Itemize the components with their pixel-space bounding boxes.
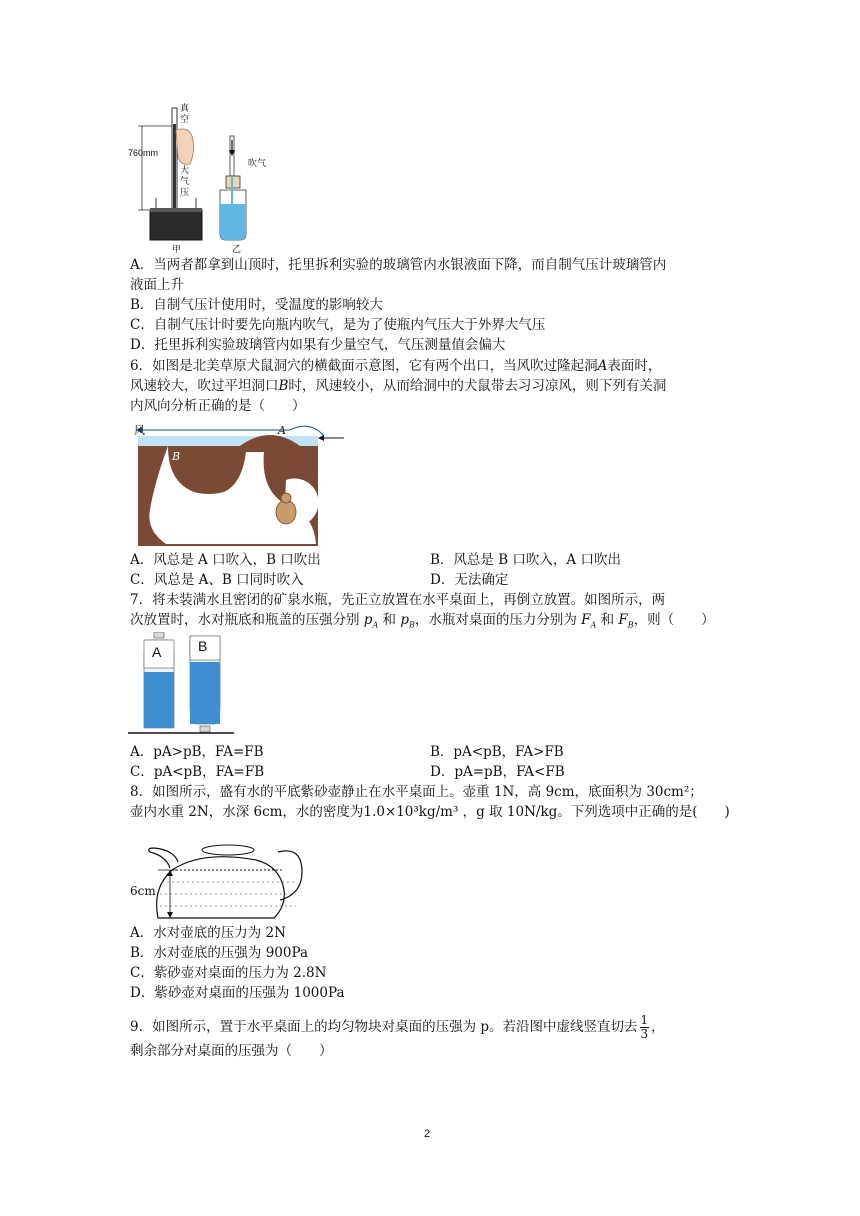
label-b: B (172, 450, 181, 463)
q5-option-c: C．自制气压计时要先向瓶内吹气，是为了使瓶内气压大于外界大气压 (130, 317, 546, 333)
q7-option-a: A．pA>pB，FA=FB (130, 744, 264, 760)
q7-stem-line1: 7．将未装满水且密闭的矿泉水瓶，先正立放置在水平桌面上，再倒立放置。如图所示，两 (130, 592, 666, 608)
page-number: 2 (424, 1128, 431, 1140)
q9-stem-line1: 9．如图所示，置于水平桌面上的均匀物块对桌面的压强为 p。若沿图中虚线竖直切去 $\frac{1}{3}$ ， (130, 1013, 665, 1041)
q6-option-b: B．风总是 B 口吹入，A 口吹出 (430, 552, 621, 568)
label-a: A (278, 424, 286, 437)
q8-stem-line1: 8．如图所示，盛有水的平底紫砂壶静止在水平桌面上。壶重 1N，高 9cm，底面积为 30cm²； (130, 784, 703, 800)
q6-stem-line3: 内风向分析正确的是（ ） (130, 398, 306, 414)
q5-option-a-line1: A．当两者都拿到山顶时，托里拆利实验的玻璃管内水银液面下降，而自制气压计玻璃管内 (130, 257, 667, 273)
label-jia: 甲 (172, 245, 182, 255)
q6-option-d: D．无法确定 (430, 572, 509, 588)
q7-option-d: D．pA=pB，FA<FB (430, 764, 565, 780)
label-760mm: 760mm (128, 148, 159, 158)
q8-option-c: C．紫砂壶对桌面的压力为 2.8N (130, 965, 327, 981)
label-yi: 乙 (232, 245, 242, 255)
figure-burrow (128, 420, 348, 548)
label-atmosphere: 大 气 压 (180, 166, 190, 198)
label-wind: 风 (134, 424, 145, 437)
q6-stem-line2: 风速较大，吹过平坦洞口B时，风速较小，从而给洞中的犬鼠带去习习凉风，则下列有关洞 (130, 378, 667, 394)
label-6cm: 6cm (130, 884, 156, 898)
q7-option-b: B．pA<pB，FA>FB (430, 744, 564, 760)
q8-option-d: D．紫砂壶对桌面的压强为 1000Pa (130, 985, 345, 1001)
q7-option-c: C．pA<pB，FA=FB (130, 764, 265, 780)
figure-teapot (128, 832, 308, 922)
q9-stem-line2: 剩余部分对桌面的压强为（ ） (130, 1043, 333, 1059)
figure-barometers (128, 100, 288, 260)
q6-option-a: A．风总是 A 口吹入，B 口吹出 (130, 552, 321, 568)
fraction-one-third: $\frac{1}{3}$ (640, 1013, 649, 1041)
figure-bottles (128, 632, 238, 742)
bottle-b-label: B (198, 638, 208, 654)
q8-option-b: B．水对壶底的压强为 900Pa (130, 945, 309, 961)
q5-option-d: D．托里拆利实验玻璃管内如果有少量空气，气压测量值会偏大 (130, 337, 506, 353)
label-blow: 吹气 (248, 159, 267, 169)
bottle-a-label: A (152, 644, 162, 660)
q8-stem-line2: 壶内水重 2N，水深 6cm，水的密度为1.0×10³kg/m³ ，g 取 10N/kg。下列选项中正确的是( ) (130, 804, 730, 820)
q8-option-a: A．水对壶底的压力为 2N (130, 925, 286, 941)
q6-stem-line1: 6．如图是北美草原犬鼠洞穴的横截面示意图，它有两个出口，当风吹过隆起洞A表面时， (130, 358, 662, 374)
label-vacuum: 真 空 (180, 104, 190, 125)
q5-option-b: B．自制气压计使用时，受温度的影响较大 (130, 297, 383, 313)
q5-option-a-line2: 液面上升 (130, 277, 184, 293)
q6-option-c: C．风总是 A、B 口同时吹入 (130, 572, 304, 588)
q7-stem-line2: 次放置时，水对瓶底和瓶盖的压强分别 $p_A$ 和 $p_B$，水瓶对桌面的压力分别为 $F_A$ 和 $F_B$，则（ ） (130, 612, 715, 630)
